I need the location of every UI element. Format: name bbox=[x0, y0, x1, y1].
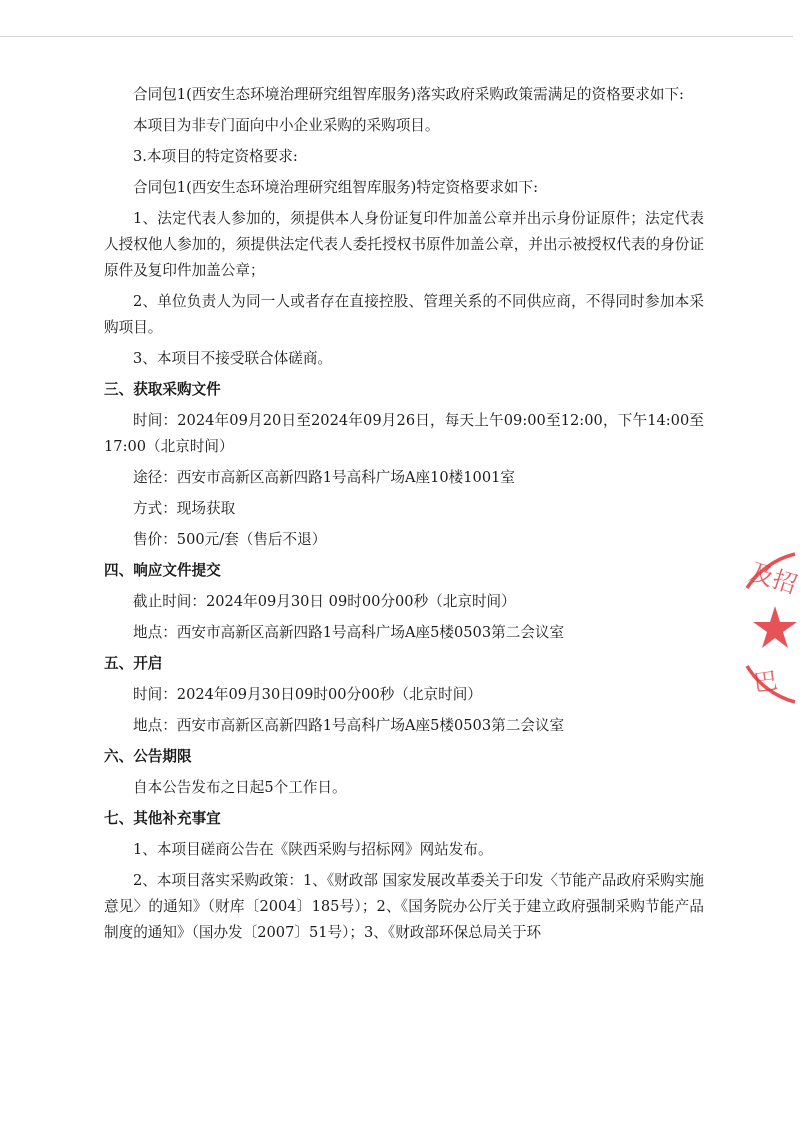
section-heading: 七、其他补充事宜 bbox=[104, 810, 221, 827]
paragraph: 2、本项目落实采购政策：1、《财政部 国家发展改革委关于印发〈节能产品政府采购实施意见〉的通知》（财库〔2004〕185号）；2、《国务院办公厅关于建立政府强制采购节能产品制度的通知》（国办发〔2007〕51号）；3、《财政部环保总局关于环 bbox=[104, 872, 704, 941]
paragraph: 2、单位负责人为同一人或者存在直接控股、管理关系的不同供应商，不得同时参加本采购项目。 bbox=[104, 293, 704, 336]
paragraph: 地点：西安市高新区高新四路1号高科广场A座5楼0503第二会议室 bbox=[133, 624, 565, 641]
section-heading: 六、公告期限 bbox=[104, 748, 192, 765]
seal-star-icon bbox=[753, 606, 797, 648]
section-heading: 四、响应文件提交 bbox=[104, 562, 221, 579]
paragraph: 合同包1(西安生态环境治理研究组智库服务)落实政府采购政策需满足的资格要求如下: bbox=[133, 86, 684, 103]
paragraph: 途径：西安市高新区高新四路1号高科广场A座10楼1001室 bbox=[133, 469, 516, 486]
seal-text-bottom: 巴 bbox=[751, 666, 780, 698]
paragraph: 地点：西安市高新区高新四路1号高科广场A座5楼0503第二会议室 bbox=[133, 717, 565, 734]
paragraph: 1、法定代表人参加的，须提供本人身份证复印件加盖公章并出示身份证原件；法定代表人授权他人参加的，须提供法定代表人委托授权书原件加盖公章，并出示被授权代表的身份证原件及复印件加盖公章； bbox=[104, 210, 704, 279]
paragraph: 3.本项目的特定资格要求: bbox=[133, 148, 298, 165]
paragraph: 3、本项目不接受联合体磋商。 bbox=[133, 350, 333, 367]
paragraph: 1、本项目磋商公告在《陕西采购与招标网》网站发布。 bbox=[133, 841, 493, 858]
paragraph: 截止时间：2024年09月30日 09时00分00秒（北京时间） bbox=[133, 593, 516, 610]
page-top-rule bbox=[0, 36, 793, 37]
paragraph: 合同包1(西安生态环境治理研究组智库服务)特定资格要求如下: bbox=[133, 179, 539, 196]
paragraph: 本项目为非专门面向中小企业采购的采购项目。 bbox=[133, 117, 440, 134]
paragraph: 自本公告发布之日起5个工作日。 bbox=[133, 779, 347, 796]
section-heading: 五、开启 bbox=[104, 655, 163, 672]
official-seal bbox=[735, 548, 805, 708]
paragraph: 时间：2024年09月30日09时00分00秒（北京时间） bbox=[133, 686, 482, 703]
paragraph: 售价：500元/套（售后不退） bbox=[133, 531, 327, 548]
document-body bbox=[104, 82, 704, 951]
seal-text-top: 及招 bbox=[746, 557, 801, 600]
paragraph: 方式：现场获取 bbox=[133, 500, 236, 517]
section-heading: 三、获取采购文件 bbox=[104, 381, 221, 398]
paragraph: 时间：2024年09月20日至2024年09月26日，每天上午09:00至12:00，下午14:00至17:00（北京时间） bbox=[104, 412, 704, 455]
